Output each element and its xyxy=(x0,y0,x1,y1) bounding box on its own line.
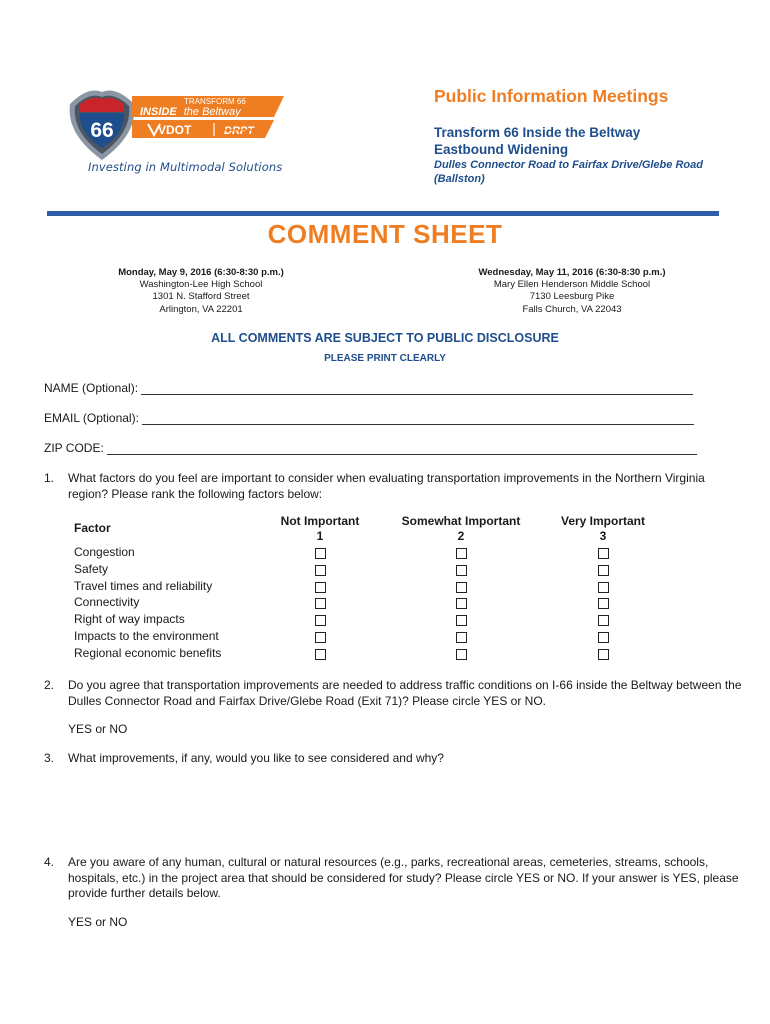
factor-label: Right of way impacts xyxy=(74,612,185,627)
meeting-city: Arlington, VA 22201 xyxy=(159,303,243,315)
checkbox-somewhat-important[interactable] xyxy=(456,615,467,626)
checkbox-somewhat-important[interactable] xyxy=(456,565,467,576)
column-value: 3 xyxy=(599,529,607,543)
column-header-not-important xyxy=(240,514,400,544)
meeting-venue: Washington-Lee High School xyxy=(139,279,263,291)
checkbox-very-important[interactable] xyxy=(598,548,609,559)
header-segment-line1: Dulles Connector Road to Fairfax Drive/Glebe Road xyxy=(434,159,703,171)
column-header-somewhat-important xyxy=(381,514,541,544)
checkbox-somewhat-important[interactable] xyxy=(456,548,467,559)
checkbox-somewhat-important[interactable] xyxy=(456,582,467,593)
question-text: Are you aware of any human, cultural or natural resources (e.g., parks, recreational areas, cemeteries, streams, schools, hospitals, etc.) in the project area that should be considered for study? Please circle YES or NO. If your answer is YES, please provide further details below. xyxy=(68,855,739,900)
print-note: PLEASE PRINT CLEARLY xyxy=(324,353,446,364)
column-label: Somewhat Important xyxy=(401,514,521,528)
name-field xyxy=(44,381,693,395)
meeting-street: 1301 N. Stafford Street xyxy=(152,291,250,303)
checkbox-not-important[interactable] xyxy=(315,598,326,609)
meeting-date: Monday, May 9, 2016 (6:30-8:30 p.m.) xyxy=(118,267,284,278)
checkbox-not-important[interactable] xyxy=(315,548,326,559)
name-input-line[interactable] xyxy=(141,382,693,395)
logo-tagline: Investing in Multimodal Solutions xyxy=(88,160,283,174)
svg-text:VDOT: VDOT xyxy=(158,123,192,137)
svg-text:TRANSFORM 66: TRANSFORM 66 xyxy=(184,97,246,106)
question-text: What factors do you feel are important to consider when evaluating transportation improvements in the Northern Virginia region? Please rank the following factors below: xyxy=(68,471,705,501)
column-label: Very Important xyxy=(560,514,646,528)
checkbox-somewhat-important[interactable] xyxy=(456,632,467,643)
factor-header: Factor xyxy=(74,521,111,535)
zip-field xyxy=(44,441,697,455)
disclosure-notice: ALL COMMENTS ARE SUBJECT TO PUBLIC DISCLOSURE xyxy=(211,331,559,345)
header-subtitle xyxy=(434,124,734,158)
meeting-info-wednesday xyxy=(452,267,692,316)
header-segment-line2: (Ballston) xyxy=(434,173,485,185)
meeting-street: 7130 Leesburg Pike xyxy=(529,291,615,303)
question-number: 2. xyxy=(44,678,55,692)
header-segment xyxy=(434,158,734,186)
question-number: 1. xyxy=(44,471,55,485)
header-title: Public Information Meetings xyxy=(434,86,669,106)
column-header-very-important xyxy=(523,514,683,544)
checkbox-not-important[interactable] xyxy=(315,582,326,593)
header-subtitle-line2: Eastbound Widening xyxy=(434,142,569,157)
checkbox-not-important[interactable] xyxy=(315,565,326,576)
factor-label: Congestion xyxy=(74,545,135,559)
meeting-city: Falls Church, VA 22043 xyxy=(522,303,622,315)
column-label: Not Important xyxy=(280,514,360,528)
yes-no-answer[interactable]: YES or NO xyxy=(68,915,128,929)
svg-text:DRPT: DRPT xyxy=(224,125,254,137)
svg-text:66: 66 xyxy=(90,119,114,142)
column-value: 1 xyxy=(316,529,324,543)
factor-label: Regional economic benefits xyxy=(74,645,222,660)
svg-text:INSIDE the Beltway: INSIDE the Beltway xyxy=(140,106,241,118)
factor-label: Travel times and reliability xyxy=(74,578,213,593)
factor-label: Safety xyxy=(74,561,109,576)
meeting-date: Wednesday, May 11, 2016 (6:30-8:30 p.m.) xyxy=(478,267,666,278)
header-divider xyxy=(47,211,719,216)
column-value: 2 xyxy=(457,529,465,543)
email-label: EMAIL (Optional): xyxy=(44,411,139,425)
question-text: Do you agree that transportation improvements are needed to address traffic conditions on I-66 inside the Beltway between the Dulles Connector Road and Fairfax Drive/Glebe Road (Exit 71)? Please circle YES or NO. xyxy=(68,678,742,708)
checkbox-very-important[interactable] xyxy=(598,582,609,593)
checkbox-not-important[interactable] xyxy=(315,632,326,643)
checkbox-very-important[interactable] xyxy=(598,565,609,576)
zip-label: ZIP CODE: xyxy=(44,441,104,455)
factor-label: Impacts to the environment xyxy=(74,629,219,643)
meeting-info-monday xyxy=(81,267,321,316)
comment-sheet-title: COMMENT SHEET xyxy=(267,219,503,249)
checkbox-very-important[interactable] xyxy=(598,598,609,609)
zip-input-line[interactable] xyxy=(107,442,697,455)
transform66-logo xyxy=(66,82,302,188)
name-label: NAME (Optional): xyxy=(44,381,139,395)
yes-no-answer[interactable]: YES or NO xyxy=(68,722,128,736)
checkbox-not-important[interactable] xyxy=(315,615,326,626)
factor-label: Connectivity xyxy=(74,595,140,610)
checkbox-somewhat-important[interactable] xyxy=(456,649,467,660)
checkbox-very-important[interactable] xyxy=(598,632,609,643)
question-number: 4. xyxy=(44,855,55,869)
question-text: What improvements, if any, would you like to see considered and why? xyxy=(68,751,444,765)
checkbox-very-important[interactable] xyxy=(598,615,609,626)
checkbox-very-important[interactable] xyxy=(598,649,609,660)
meeting-venue: Mary Ellen Henderson Middle School xyxy=(493,279,651,291)
question-number: 3. xyxy=(44,751,55,765)
checkbox-not-important[interactable] xyxy=(315,649,326,660)
email-input-line[interactable] xyxy=(142,412,694,425)
checkbox-somewhat-important[interactable] xyxy=(456,598,467,609)
email-field xyxy=(44,411,694,425)
header-subtitle-line1: Transform 66 Inside the Beltway xyxy=(434,125,641,140)
